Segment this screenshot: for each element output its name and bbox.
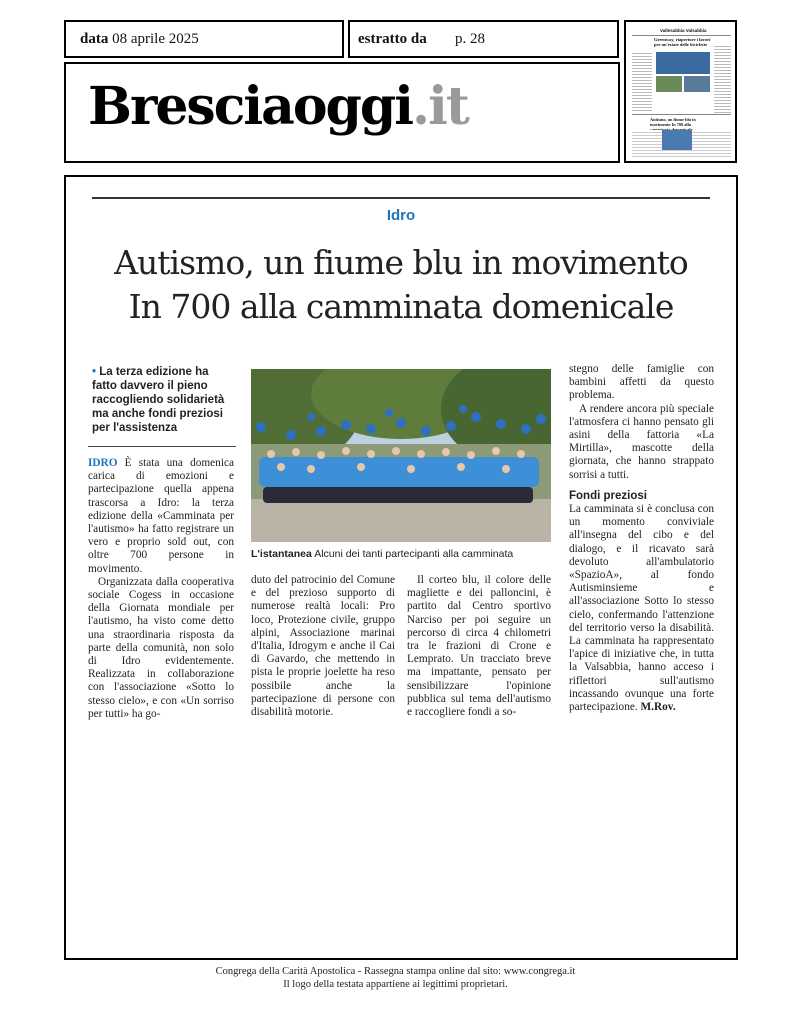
logo-suffix: .it — [411, 76, 468, 137]
page-number: p. 28 — [455, 31, 485, 47]
col3-paragraph-1: Il corteo blu, il colore delle magliette e dei palloncini, è partito dal Centro sportivo Narciso per poi seguire un percorso di circa 4 chilometri tra le frazioni di Crone e Lemprato. Un tracciato breve ma impattante, pensato per sensibilizzare l'opinione pubblica sul tema dell'autismo e raccogliere fondi a so- — [407, 574, 551, 719]
thumbnail-photo-2 — [656, 76, 682, 92]
thumbnail-photo-4 — [662, 130, 692, 150]
page-thumbnail — [624, 20, 737, 163]
extract-label: estratto da — [358, 31, 427, 47]
col2-paragraph-1: duto del patrocinio del Comune e del prezioso supporto di numerose realtà locali: Pro loco, Protezione civile, gruppo alpini, Associazione marinai d'Italia, Idrogym e anche il Cai di Gavardo, che mettendo in pista le proprie joelette ha reso possibile anche la partecipazione di persone con disabilità motorie. — [251, 574, 395, 719]
article-clipping — [64, 175, 738, 960]
article-column-4 — [569, 363, 714, 714]
footer-line-2: Il logo della testata appartiene ai legittimi proprietari. — [283, 979, 508, 990]
summary — [92, 365, 232, 435]
article-column-3 — [407, 574, 551, 719]
author-signature: M.Rov. — [640, 701, 676, 714]
article-column-2 — [251, 574, 395, 719]
summary-bullet: • — [92, 366, 97, 378]
thumbnail-photo-1 — [656, 52, 710, 74]
dateline: IDRO — [88, 457, 118, 469]
thumbnail-headline-2: Autismo, un fiume blu in movimento In 700 alla — [650, 117, 696, 127]
footer-line-1: Congrega della Carità Apostolica - Rassegna stampa online dal sito: www.congrega.it — [215, 966, 576, 977]
logo-name: Bresciaoggi — [88, 76, 412, 137]
photo-illustration — [251, 369, 551, 542]
col4-paragraph-3: La camminata si è conclusa con un momento conviviale all'insegna del cibo e del dialogo, e il ricavato sarà devoluto all'ambulatorio «SpazioA», al fondo Autisminsieme e all'associazione Sotto lo stesso cielo, confermando l'attenzione del territorio verso la disabilità. La camminata ha rappresentato l'apice di iniziative che, in tutta la Valsabbia, hanno acceso i riflettori sull'autismo incassando ovunque una forte partecipazione. — [569, 503, 714, 714]
thumbnail-side-col — [714, 44, 731, 114]
thumbnail-headline-1: Greenway, riaperture i lavori per un'estate delle biciclette — [654, 37, 711, 47]
thumbnail-text-col — [632, 51, 652, 111]
extract-label-wrap — [358, 31, 427, 48]
summary-rule — [88, 446, 236, 447]
thumbnail-title: Vallesabbia Valsabbia — [660, 28, 707, 33]
thumbnail-photo-3 — [684, 76, 710, 92]
masthead-box — [64, 62, 620, 163]
masthead-logo — [88, 76, 468, 137]
col1-paragraph-2: Organizzata dalla cooperativa sociale Cogess in occasione della Giornata mondiale per l'autismo, ha visto come detto una straordinaria risposta da parte della comunità, non solo di Idro evidentemente. Realizzata in collaborazione con l'associazione «Sotto lo stesso cielo», e con «Un sorriso per tutti» ha go- — [88, 575, 234, 720]
extract-box — [348, 20, 619, 58]
thumbnail-page — [632, 26, 731, 159]
section-label: Idro — [386, 207, 416, 224]
top-rule — [92, 197, 710, 199]
date-value: 08 aprile 2025 — [112, 31, 199, 47]
col4-paragraph-2: A rendere ancora più speciale l'atmosfera ci hanno pensato gli asini della fattoria «La Mirtilla», mascotte della giornata, che hanno strappato sorrisi a tutti. — [569, 402, 714, 481]
subheading: Fondi preziosi — [569, 489, 647, 502]
headline-line-1: Autismo, un fiume blu in movimento — [114, 243, 688, 282]
summary-text: La terza edizione ha fatto davvero il pieno raccogliendo solidarietà ma anche fondi preziosi per l'assistenza — [92, 366, 225, 434]
article-photo — [251, 369, 551, 542]
caption-text: Alcuni dei tanti partecipanti alla camminata — [311, 548, 514, 560]
date-label: data — [80, 31, 109, 47]
col1-paragraph-1: È stata una domenica carica di emozioni e partecipazione quella appena trascorsa a Idro: la terza edizione della «Camminata per l'autismo» ha fatto registrare un vero e proprio sold out, con oltre 700 persone in movimento. — [88, 457, 234, 575]
headline-line-2: In 700 alla camminata domenicale — [128, 287, 674, 326]
thumbnail-rule — [632, 35, 731, 36]
article-column-1 — [88, 457, 234, 721]
photo-caption — [251, 548, 551, 560]
col4-paragraph-1: stegno delle famiglie con bambini affetti da questo problema. — [569, 363, 714, 402]
date-field — [80, 31, 199, 48]
date-box — [64, 20, 344, 58]
thumbnail-rule-2 — [632, 114, 731, 115]
caption-label: L'istantanea — [251, 548, 312, 560]
